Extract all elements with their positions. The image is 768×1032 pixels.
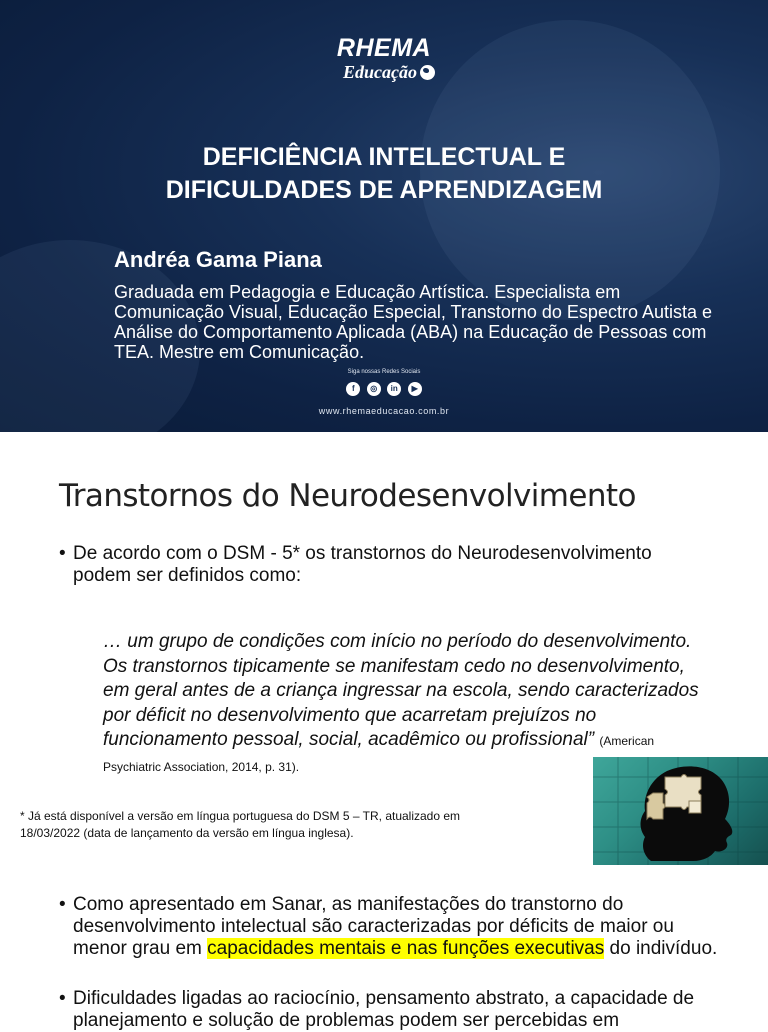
bullet-item <box>59 988 719 1032</box>
quote-text: … um grupo de condições com início no período do desenvolvimento. Os transtornos tipicamente se manifestam cedo no desenvolvimento, em geral antes de a criança ingressar na escola, sendo caracterizados por déficit no desenvolvimento que acarretam prejuízos no funcionamento pessoal, social, acadêmico ou profissional” <box>103 631 699 750</box>
social-icons <box>0 380 768 398</box>
rhema-logo <box>0 34 768 83</box>
social-label: Siga nossas Redes Sociais <box>347 369 421 375</box>
quote-citation: (American Psychiatric Association, 2014, p. 31) <box>103 734 655 774</box>
facebook-icon[interactable]: f <box>346 382 360 396</box>
logo-sub-text: Educação <box>343 62 417 82</box>
slide-heading: Transtornos do Neurodesenvolvimento <box>59 478 636 514</box>
bullet-icon: • <box>59 543 66 564</box>
title-line-1: DEFICIÊNCIA INTELECTUAL E <box>202 143 566 171</box>
bullet-item <box>59 894 719 960</box>
footnote: * Já está disponível a versão em língua portuguesa do DSM 5 – TR, atualizado em 18/03/2022 (data de lançamento da versão em língua inglesa). <box>20 809 461 840</box>
bullet-text: Dificuldades ligadas ao raciocínio, pensamento abstrato, a capacidade de planejamento e solução de problemas podem ser percebidas em <box>73 988 695 1031</box>
title-slide <box>0 0 768 432</box>
linkedin-icon[interactable]: in <box>387 382 401 396</box>
puzzle-head-icon <box>593 757 768 865</box>
bullet-icon: • <box>59 988 66 1009</box>
title-line-2: DIFICULDADES DE APRENDIZAGEM <box>165 176 603 204</box>
puzzle-head-image <box>593 757 768 865</box>
bullet-text-pre: Como apresentado em Sanar, as manifestações do transtorno do desenvolvimento intelectual são caracterizadas por déficits de maior ou menor grau em <box>73 894 674 959</box>
bullet-text: De acordo com o DSM - 5* os transtornos do Neurodesenvolvimento podem ser definidos como: <box>73 543 652 586</box>
content-slide <box>0 432 768 1031</box>
bullet-text <box>73 894 719 960</box>
citation-end: . <box>295 759 300 774</box>
highlighted-text: capacidades mentais e nas funções executivas <box>207 938 605 959</box>
youtube-icon[interactable]: ▶ <box>408 382 422 396</box>
logo-sub <box>343 62 435 82</box>
website-link[interactable]: www.rhemaeducacao.com.br <box>318 406 450 416</box>
bullet-text-post: do indivíduo. <box>604 938 718 959</box>
author-bio: Graduada em Pedagogia e Educação Artística. Especialista em Comunicação Visual, Educação Especial, Transtorno do Espectro Autista e Análise do Comportamento Aplicada (ABA) na Educação de Pessoas com TEA. Mestre em Comunicação. <box>114 282 713 362</box>
globe-icon <box>420 65 435 80</box>
logo-main-text: RHEMA <box>336 34 432 62</box>
slide-title <box>0 141 768 207</box>
instagram-icon[interactable]: ◎ <box>367 382 381 396</box>
bullet-icon: • <box>59 894 66 915</box>
author-name: Andréa Gama Piana <box>114 247 322 272</box>
bullet-item <box>59 543 709 587</box>
